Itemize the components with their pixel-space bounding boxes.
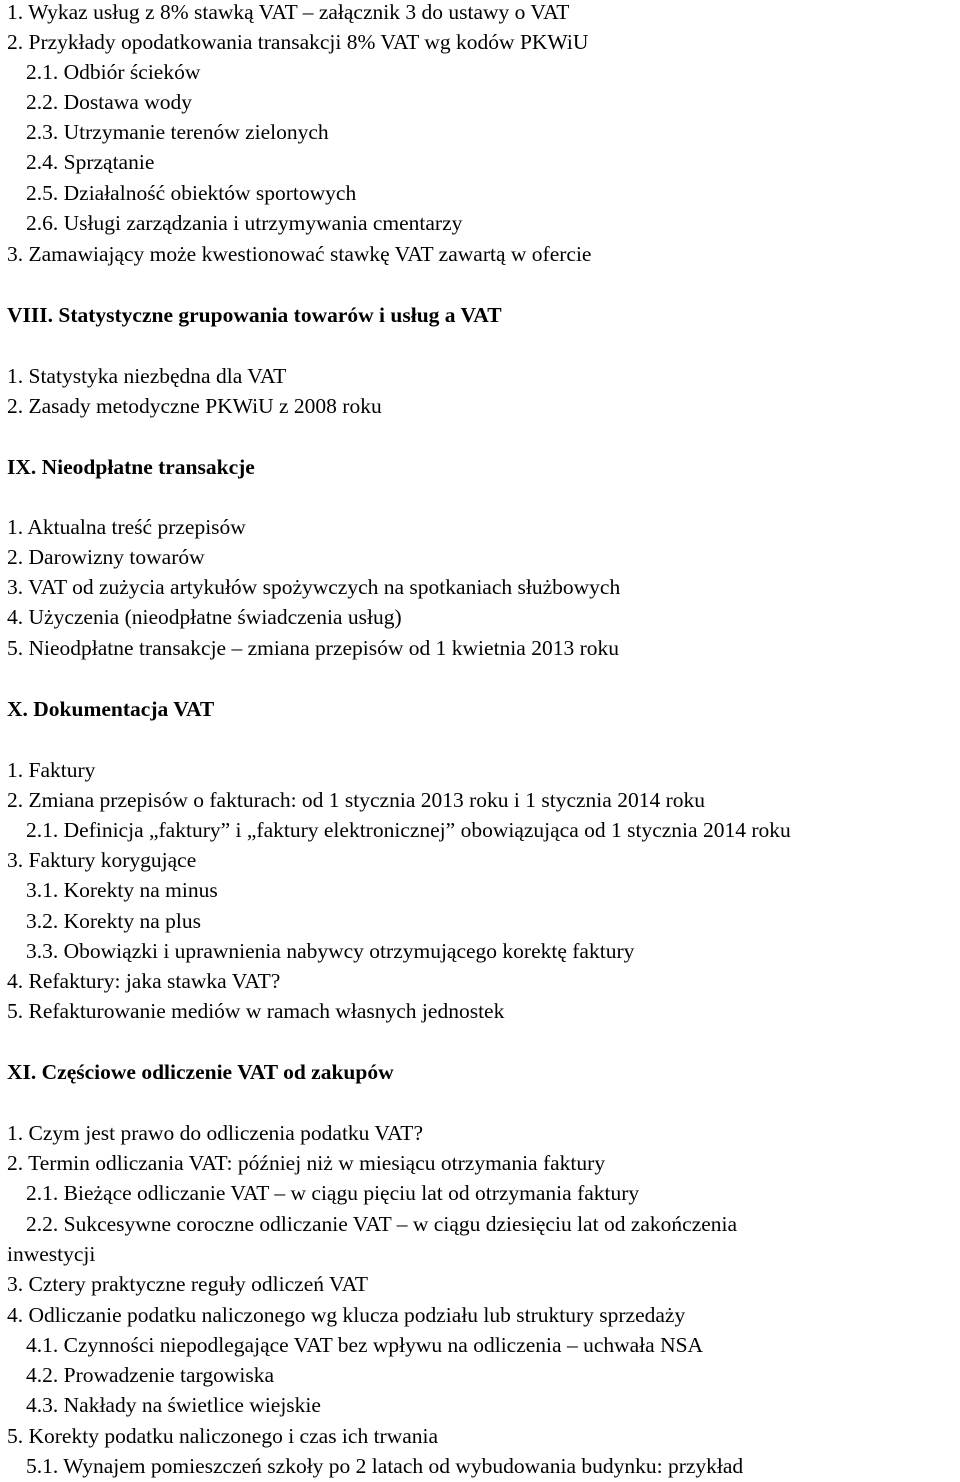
toc-subitem: 4.2. Prowadzenie targowiska — [26, 1363, 274, 1387]
toc-item: 3. VAT od zużycia artykułów spożywczych na spotkaniach służbowych — [7, 575, 621, 599]
toc-item: 3. Zamawiający może kwestionować stawkę VAT zawartą w ofercie — [7, 242, 592, 266]
toc-item: 2. Zasady metodyczne PKWiU z 2008 roku — [7, 394, 382, 418]
toc-subitem: 2.5. Działalność obiektów sportowych — [26, 181, 357, 205]
toc-subitem: 2.1. Odbiór ścieków — [26, 60, 201, 84]
toc-item: 5. Nieodpłatne transakcje – zmiana przepisów od 1 kwietnia 2013 roku — [7, 636, 619, 660]
section-heading-viii: VIII. Statystyczne grupowania towarów i usług a VAT — [7, 303, 502, 327]
toc-subitem: 2.4. Sprzątanie — [26, 150, 155, 174]
toc-item-continuation: inwestycji — [7, 1242, 96, 1266]
toc-item: 1. Czym jest prawo do odliczenia podatku VAT? — [7, 1121, 423, 1145]
toc-subitem: 4.3. Nakłady na świetlice wiejskie — [26, 1393, 321, 1417]
toc-item: 2. Przykłady opodatkowania transakcji 8% VAT wg kodów PKWiU — [7, 30, 589, 54]
toc-item: 1. Wykaz usług z 8% stawką VAT – załącznik 3 do ustawy o VAT — [7, 0, 570, 24]
toc-subitem: 4.1. Czynności niepodlegające VAT bez wpływu na odliczenia – uchwała NSA — [26, 1333, 704, 1357]
toc-item: 2. Zmiana przepisów o fakturach: od 1 stycznia 2013 roku i 1 stycznia 2014 roku — [7, 788, 705, 812]
toc-item: 3. Faktury korygujące — [7, 848, 197, 872]
toc-item: 5. Refakturowanie mediów w ramach własnych jednostek — [7, 999, 505, 1023]
toc-item: 2. Darowizny towarów — [7, 545, 205, 569]
section-heading-ix: IX. Nieodpłatne transakcje — [7, 455, 255, 479]
toc-subitem: 2.6. Usługi zarządzania i utrzymywania cmentarzy — [26, 211, 463, 235]
toc-subitem: 3.1. Korekty na minus — [26, 878, 218, 902]
toc-subitem: 2.3. Utrzymanie terenów zielonych — [26, 120, 329, 144]
toc-subitem: 2.1. Definicja „faktury” i „faktury elektronicznej” obowiązująca od 1 stycznia 2014 roku — [26, 818, 791, 842]
toc-item: 4. Refaktury: jaka stawka VAT? — [7, 969, 281, 993]
toc-subitem: 2.1. Bieżące odliczanie VAT – w ciągu pięciu lat od otrzymania faktury — [26, 1181, 640, 1205]
toc-subitem: 5.1. Wynajem pomieszczeń szkoły po 2 latach od wybudowania budynku: przykład — [26, 1454, 744, 1478]
toc-item: 3. Cztery praktyczne reguły odliczeń VAT — [7, 1272, 369, 1296]
toc-subitem: 3.3. Obowiązki i uprawnienia nabywcy otrzymującego korektę faktury — [26, 939, 635, 963]
toc-item: 1. Statystyka niezbędna dla VAT — [7, 364, 287, 388]
toc-item: 1. Aktualna treść przepisów — [7, 515, 246, 539]
section-heading-xi: XI. Częściowe odliczenie VAT od zakupów — [7, 1060, 394, 1084]
toc-item: 5. Korekty podatku naliczonego i czas ich trwania — [7, 1424, 439, 1448]
toc-item: 2. Termin odliczania VAT: później niż w miesiącu otrzymania faktury — [7, 1151, 606, 1175]
toc-subitem: 2.2. Sukcesywne coroczne odliczanie VAT – w ciągu dziesięciu lat od zakończenia — [26, 1212, 738, 1236]
toc-item: 1. Faktury — [7, 758, 96, 782]
toc-item: 4. Użyczenia (nieodpłatne świadczenia usług) — [7, 605, 402, 629]
toc-subitem: 3.2. Korekty na plus — [26, 909, 201, 933]
toc-subitem: 2.2. Dostawa wody — [26, 90, 193, 114]
toc-item: 4. Odliczanie podatku naliczonego wg klucza podziału lub struktury sprzedaży — [7, 1303, 686, 1327]
section-heading-x: X. Dokumentacja VAT — [7, 697, 215, 721]
